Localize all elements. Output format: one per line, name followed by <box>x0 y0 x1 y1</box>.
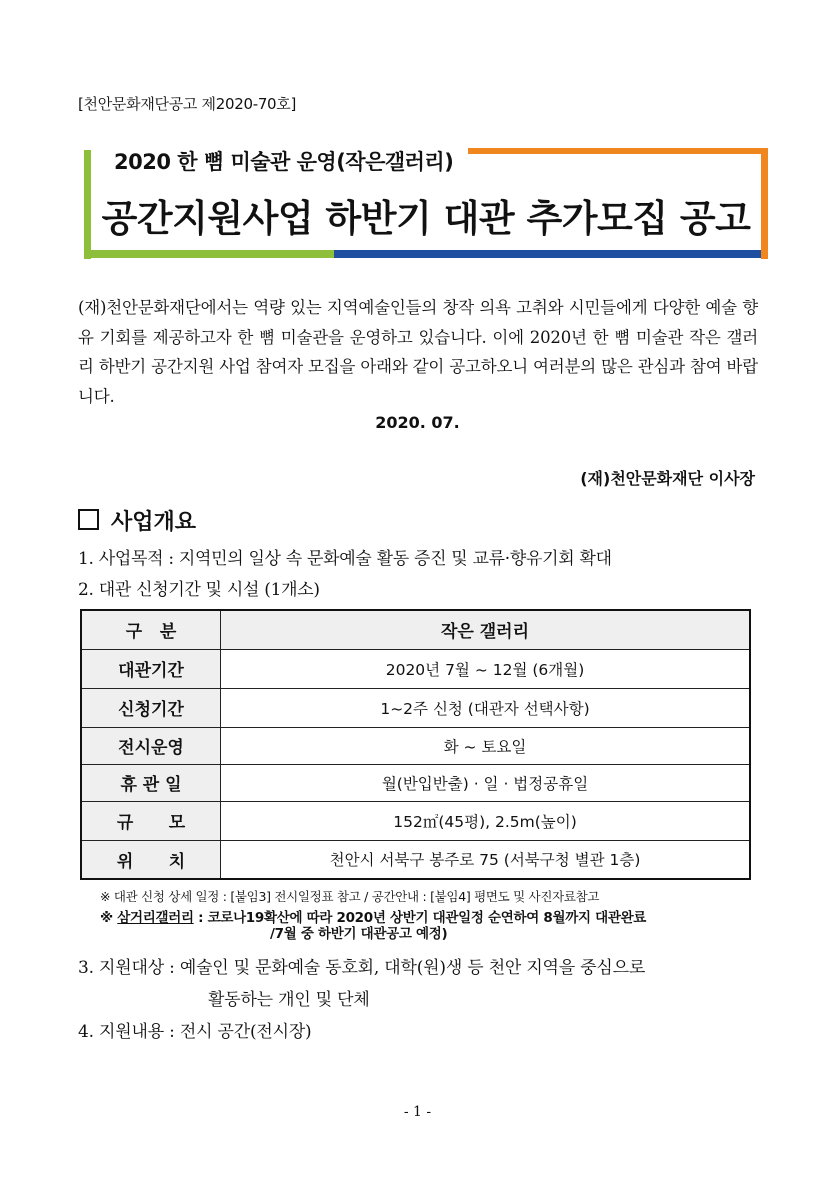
banner-subtitle: 2020 한 뼘 미술관 운영(작은갤러리) <box>114 150 454 174</box>
banner-blue-bottom-bar <box>334 250 761 258</box>
item-purpose: 1. 사업목적 : 지역민의 일상 속 문화예술 활동 증진 및 교류·향유기회 확대 <box>78 549 612 569</box>
row-value: 152㎡(45평), 2.5m(높이) <box>221 801 751 840</box>
item-support: 4. 지원내용 : 전시 공간(전시장) <box>78 1022 312 1042</box>
banner-title: 공간지원사업 하반기 대관 추가모집 공고 <box>101 197 751 240</box>
note-mark: ※ <box>100 910 113 926</box>
row-value: 2020년 7월 ~ 12월 (6개월) <box>221 649 751 688</box>
table-row <box>81 840 750 879</box>
item-target-continued: 활동하는 개인 및 단체 <box>208 990 370 1010</box>
section-heading <box>78 505 196 536</box>
signer: (재)천안문화재단 이사장 <box>580 469 755 488</box>
row-value: 월(반입반출) · 일 · 법정공휴일 <box>221 764 751 801</box>
title-banner <box>84 146 768 259</box>
facility-table <box>80 609 751 880</box>
item-target: 3. 지원대상 : 예술인 및 문화예술 동호회, 대학(원)생 등 천안 지역을 중심으로 <box>78 958 646 978</box>
page-number: - 1 - <box>403 1104 432 1120</box>
row-label: 전시운영 <box>81 727 221 764</box>
row-value: 1~2주 신청 (대관자 선택사항) <box>221 688 751 727</box>
checkbox-square-icon <box>78 509 99 530</box>
notice-number: [천안문화재단공고 제2020-70호] <box>78 95 297 113</box>
row-value: 천안시 서북구 봉주로 75 (서북구청 별관 1층) <box>221 840 751 879</box>
samgeori-note-continued: /7월 중 하반기 대관공고 예정) <box>270 926 448 942</box>
banner-orange-right-bar <box>761 148 768 259</box>
section-title: 사업개요 <box>111 509 197 535</box>
intro-paragraph: (재)천안문화재단에서는 역량 있는 지역예술인들의 창작 의욕 고취와 시민들에게 다양한 예술 향유 기회를 제공하고자 한 뼘 미술관을 운영하고 있습니다. 이에 2020년 한 뼘 미술관 작은 갤러리 하반기 공간지원 사업 참여자 모집을 아래와 같이 공고하오니 여러분의 많은 관심과 참여 바랍니다. <box>78 298 758 406</box>
table-row <box>81 727 750 764</box>
table-row <box>81 649 750 688</box>
table-header-gallery: 작은 갤러리 <box>221 610 751 649</box>
row-label: 신청기간 <box>81 688 221 727</box>
samgeori-gallery-label: 삼거리갤러리 <box>117 910 194 926</box>
banner-green-bottom-bar <box>84 250 334 258</box>
item-period-facility: 2. 대관 신청기간 및 시설 (1개소) <box>78 580 320 600</box>
row-label: 위 치 <box>81 840 221 879</box>
schedule-note: ※ 대관 신청 상세 일정 : [붙임3] 전시일정표 참고 / 공간안내 : [붙임4] 평면도 및 사진자료참고 <box>100 889 600 904</box>
table-header-row <box>81 610 750 649</box>
row-label: 휴 관 일 <box>81 764 221 801</box>
table-row <box>81 688 750 727</box>
row-label: 대관기간 <box>81 649 221 688</box>
banner-green-left-bar <box>84 150 91 259</box>
banner-orange-top-bar <box>468 148 768 154</box>
notice-date: 2020. 07. <box>375 413 460 432</box>
row-value: 화 ~ 토요일 <box>221 727 751 764</box>
table-row <box>81 801 750 840</box>
row-label: 규 모 <box>81 801 221 840</box>
samgeori-note-text: : 코로나19확산에 따라 2020년 상반기 대관일정 순연하여 8월까지 대관완료 <box>193 910 647 926</box>
table-header-category: 구 분 <box>81 610 221 649</box>
table-row <box>81 764 750 801</box>
